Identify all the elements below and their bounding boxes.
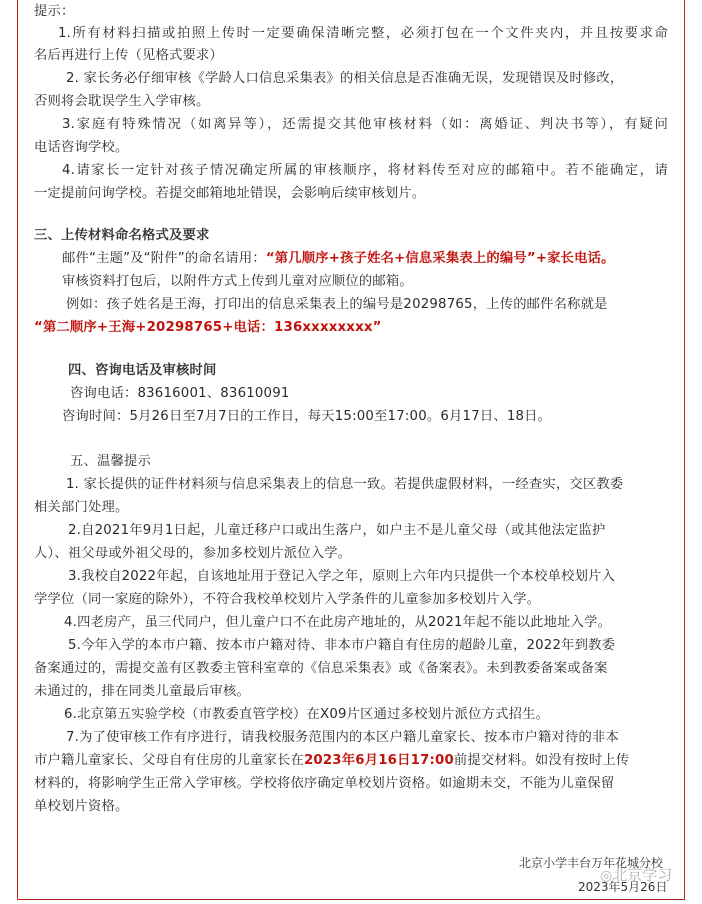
tips-line: 4.四老房产，虽三代同户，但儿童户口不在此房产地址的，从2021年起不能以此地址入学。 <box>64 615 612 630</box>
tips-line: 6.北京第五实验学校（市教委直管学校）在X09片区通过多校划片派位方式招生。 <box>64 707 550 722</box>
notice-line: 1.所有材料扫描或拍照上传时一定要确保清晰完整，必须打包在一个文件夹内，并且按要求命 <box>58 26 668 41</box>
notice-line: 4.请家长一定针对孩子情况确定所属的审核顺序，将材料传至对应的邮箱中。若不能确定，请 <box>62 163 668 178</box>
naming-rule <box>62 248 615 270</box>
tips-line: 人）、祖父母或外祖父母的，参加多校划片派位入学。 <box>34 546 352 561</box>
tips-deadline-post: 前提交材料。如没有按时上传 <box>453 753 630 768</box>
consult-time: 咨询时间：5月26日至7月7日的工作日，每天15:00至17:00。6月17日、18日。 <box>62 409 552 424</box>
naming-example-format: “第二顺序+王海+20298765+电话：136xxxxxxxx” <box>34 320 382 335</box>
tips-line: 5.今年入学的本市户籍、按本市户籍对待、非本市户籍自有住房的超龄儿童，2022年到教委 <box>68 638 616 653</box>
tips-line: 单校划片资格。 <box>34 799 129 814</box>
notice-line: 3.家庭有特殊情况（如离异等），还需提交其他审核材料（如：离婚证、判决书等），有疑问 <box>62 117 668 132</box>
consult-phone: 咨询电话：83616001、83610091 <box>70 386 290 401</box>
tips-line: 3.我校自2022年起，自该地址用于登记入学之年，原则上六年内只提供一个本校单校划片入 <box>68 569 616 584</box>
notice-line: 否则将会耽误学生入学审核。 <box>34 94 210 109</box>
tips-line: 材料的，将影响学生正常入学审核。学校将依序确定单校划片资格。如逾期未交，不能为儿童保留 <box>34 776 615 791</box>
notice-line: 名后再进行上传（见格式要求） <box>34 48 223 63</box>
watermark <box>600 864 672 885</box>
notice-line: 2. 家长务必仔细审核《学龄人口信息采集表》的相关信息是否准确无误，发现错误及时修改， <box>66 71 624 86</box>
signature-date: 2023年5月26日 <box>578 880 668 894</box>
naming-rule-format: “第几顺序+孩子姓名+信息采集表上的编号”+家长电话。 <box>265 251 615 266</box>
signature-school: 北京小学丰台万年花城分校 <box>519 856 664 870</box>
section-heading-consult: 四、咨询电话及审核时间 <box>68 363 217 378</box>
naming-example: 例如：孩子姓名是王海，打印出的信息采集表上的编号是20298765，上传的邮件名称就是 <box>66 297 608 312</box>
tips-deadline-date: 2023年6月16日17:00 <box>303 753 454 768</box>
notice-line: 一定提前问询学校。若提交邮箱地址错误，会影响后续审核划片。 <box>34 186 426 201</box>
watermark-logo-icon: ◎ <box>600 868 613 884</box>
tips-line: 学学位（同一家庭的除外），不符合我校单校划片入学条件的儿童参加多校划片入学。 <box>34 592 541 607</box>
tips-line: 2.自2021年9月1日起，儿童迁移户口或出生落户，如户主不是儿童父母（或其他法定监护 <box>68 523 606 538</box>
tips-line: 未通过的，排在同类儿童最后审核。 <box>34 684 250 699</box>
tips-heading: 提示： <box>34 4 75 19</box>
tips-deadline-line <box>34 750 629 772</box>
watermark-text: 北京学习 <box>612 866 673 884</box>
tips-line: 7.为了使审核工作有序进行，请我校服务范围内的本区户籍儿童家长、按本市户籍对待的非本 <box>66 730 619 745</box>
naming-line: 审核资料打包后，以附件方式上传到儿童对应顺位的邮箱。 <box>62 274 413 289</box>
tips-line: 备案通过的，需提交盖有区教委主管科室章的《信息采集表》或《备案表》。未到教委备案或备案 <box>34 661 608 676</box>
naming-rule-prefix: 邮件“主题”及“附件”的命名请用： <box>62 251 266 266</box>
section-heading-naming: 三、上传材料命名格式及要求 <box>34 228 210 243</box>
tips-deadline-pre: 市户籍儿童家长、父母自有住房的儿童家长在 <box>34 753 304 768</box>
tips-line: 相关部门处理。 <box>34 500 129 515</box>
tips-line: 1. 家长提供的证件材料须与信息采集表上的信息一致。若提供虚假材料，一经查实，交区教委 <box>66 477 624 492</box>
section-heading-tips: 五、温馨提示 <box>70 454 151 469</box>
notice-line: 电话咨询学校。 <box>34 140 129 155</box>
